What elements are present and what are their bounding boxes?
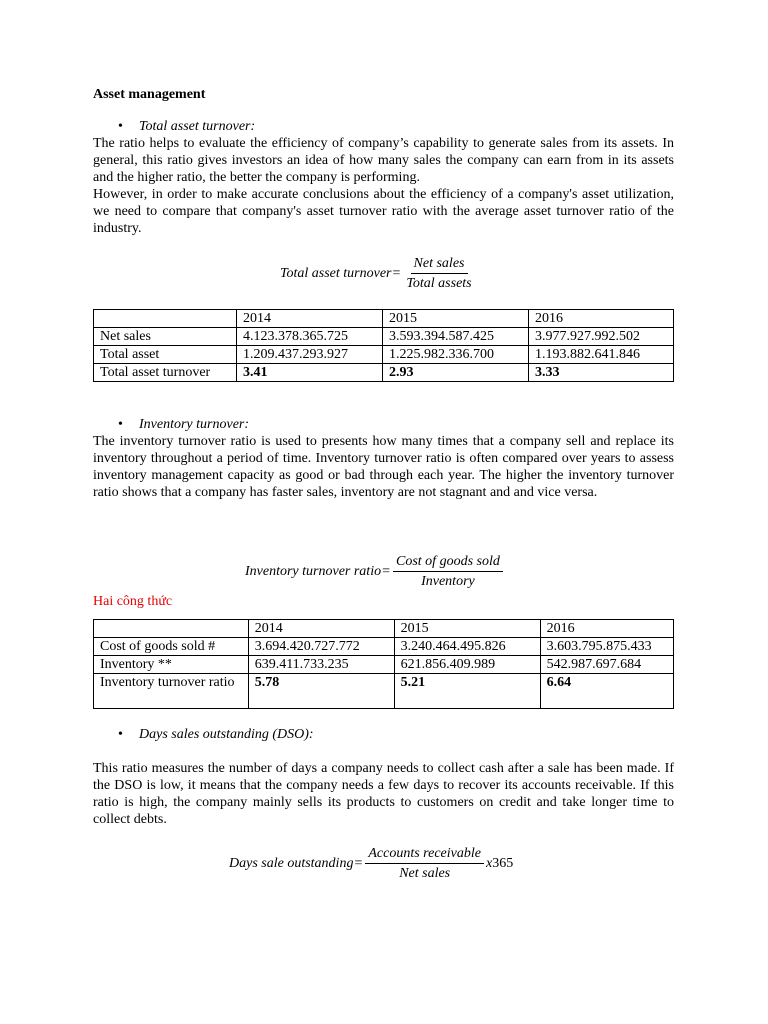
table-row — [94, 328, 674, 346]
fraction-numerator: Cost of goods sold — [393, 553, 503, 572]
formula-equals: = — [392, 266, 401, 281]
formula-lhs: Total asset turnover — [280, 266, 392, 281]
table-corner-cell — [94, 310, 237, 328]
year-cell: 2015 — [394, 620, 540, 638]
row-label: Cost of goods sold # — [94, 638, 249, 656]
value-cell: 3.603.795.875.433 — [540, 638, 673, 656]
formula-constant: 365 — [492, 856, 514, 871]
bullet-inventory-turnover — [93, 416, 674, 433]
value-cell: 1.209.437.293.927 — [237, 346, 383, 364]
paragraph: The ratio helps to evaluate the efficiency of company’s capability to generate sales from its assets. In general, this ratio gives investors an idea of how many sales the company can earn from in its assets and the higher ratio, the better the company is performing. — [93, 136, 674, 185]
table-row — [94, 656, 674, 674]
fraction-denominator: Inventory — [421, 574, 475, 589]
red-annotation: Hai công thức — [93, 594, 173, 609]
value-cell: 3.977.927.992.502 — [528, 328, 673, 346]
row-label: Total asset turnover — [94, 364, 237, 382]
table-row — [94, 364, 674, 382]
paragraph: However, in order to make accurate conclusions about the efficiency of a company's asset utilization, we need to compare that company's asset turnover ratio with the average asset turnover ratio of the industry. — [93, 187, 674, 236]
formula-lhs: Days sale outstanding — [229, 856, 354, 871]
value-cell: 5.21 — [394, 674, 540, 709]
formula-multiply: x — [485, 856, 493, 871]
value-cell: 639.411.733.235 — [248, 656, 394, 674]
year-cell: 2015 — [382, 310, 528, 328]
year-cell: 2014 — [237, 310, 383, 328]
inventory-table — [93, 619, 674, 709]
table-row — [94, 638, 674, 656]
bullet-dso — [93, 726, 674, 743]
year-cell: 2016 — [528, 310, 673, 328]
table-row — [94, 674, 674, 709]
value-cell: 542.987.697.684 — [540, 656, 673, 674]
year-cell: 2014 — [248, 620, 394, 638]
fraction — [403, 255, 474, 292]
fraction — [365, 845, 484, 882]
bullet-dot-icon: • — [118, 417, 123, 432]
formula-equals: = — [354, 856, 363, 871]
bullet-label: Inventory turnover: — [139, 417, 250, 432]
section-title: Asset management — [93, 87, 206, 102]
table-header-row — [94, 620, 674, 638]
row-label: Inventory ** — [94, 656, 249, 674]
table-row — [94, 346, 674, 364]
bullet-dot-icon: • — [118, 727, 123, 742]
value-cell: 3.33 — [528, 364, 673, 382]
row-label: Net sales — [94, 328, 237, 346]
fraction-denominator: Net sales — [399, 866, 451, 881]
value-cell: 1.193.882.641.846 — [528, 346, 673, 364]
fraction-numerator: Accounts receivable — [365, 845, 484, 864]
value-cell: 3.694.420.727.772 — [248, 638, 394, 656]
year-cell: 2016 — [540, 620, 673, 638]
paragraph: This ratio measures the number of days a company needs to collect cash after a sale has been made. If the DSO is low, it means that the company needs a few days to recover its accounts receivable. If this ratio is high, the company mainly sells its products to customers on credit and take longer time to collect debts. — [93, 761, 674, 827]
bullet-label: Days sales outstanding (DSO): — [139, 727, 314, 742]
fraction-numerator: Net sales — [411, 255, 468, 274]
value-cell: 4.123.378.365.725 — [237, 328, 383, 346]
bullet-dot-icon: • — [118, 119, 123, 134]
row-label: Total asset — [94, 346, 237, 364]
document-page — [93, 86, 674, 885]
value-cell: 5.78 — [248, 674, 394, 709]
value-cell: 1.225.982.336.700 — [382, 346, 528, 364]
value-cell: 3.593.394.587.425 — [382, 328, 528, 346]
fraction — [393, 553, 503, 590]
row-label: Inventory turnover ratio — [94, 674, 249, 709]
total-asset-table — [93, 309, 674, 382]
value-cell: 3.41 — [237, 364, 383, 382]
formula-lhs: Inventory turnover ratio — [245, 564, 382, 579]
formula-total-asset-turnover — [93, 255, 674, 295]
table-corner-cell — [94, 620, 249, 638]
table-header-row — [94, 310, 674, 328]
formula-equals: = — [382, 564, 390, 579]
bullet-total-asset-turnover — [93, 118, 674, 135]
value-cell: 621.856.409.989 — [394, 656, 540, 674]
value-cell: 6.64 — [540, 674, 673, 709]
value-cell: 3.240.464.495.826 — [394, 638, 540, 656]
fraction-denominator: Total assets — [406, 276, 472, 291]
paragraph: The inventory turnover ratio is used to presents how many times that a company sell and replace its inventory throughout a period of time. Inventory turnover ratio is often compared over years to assess inventory management capacity as good or bad through each year. The higher the inventory turnover ratio shows that a company has faster sales, inventory are not stagnant and and vice versa. — [93, 434, 674, 500]
bullet-label: Total asset turnover: — [139, 119, 256, 134]
value-cell: 2.93 — [382, 364, 528, 382]
formula-dso — [93, 845, 674, 885]
formula-inventory-turnover — [93, 553, 674, 593]
